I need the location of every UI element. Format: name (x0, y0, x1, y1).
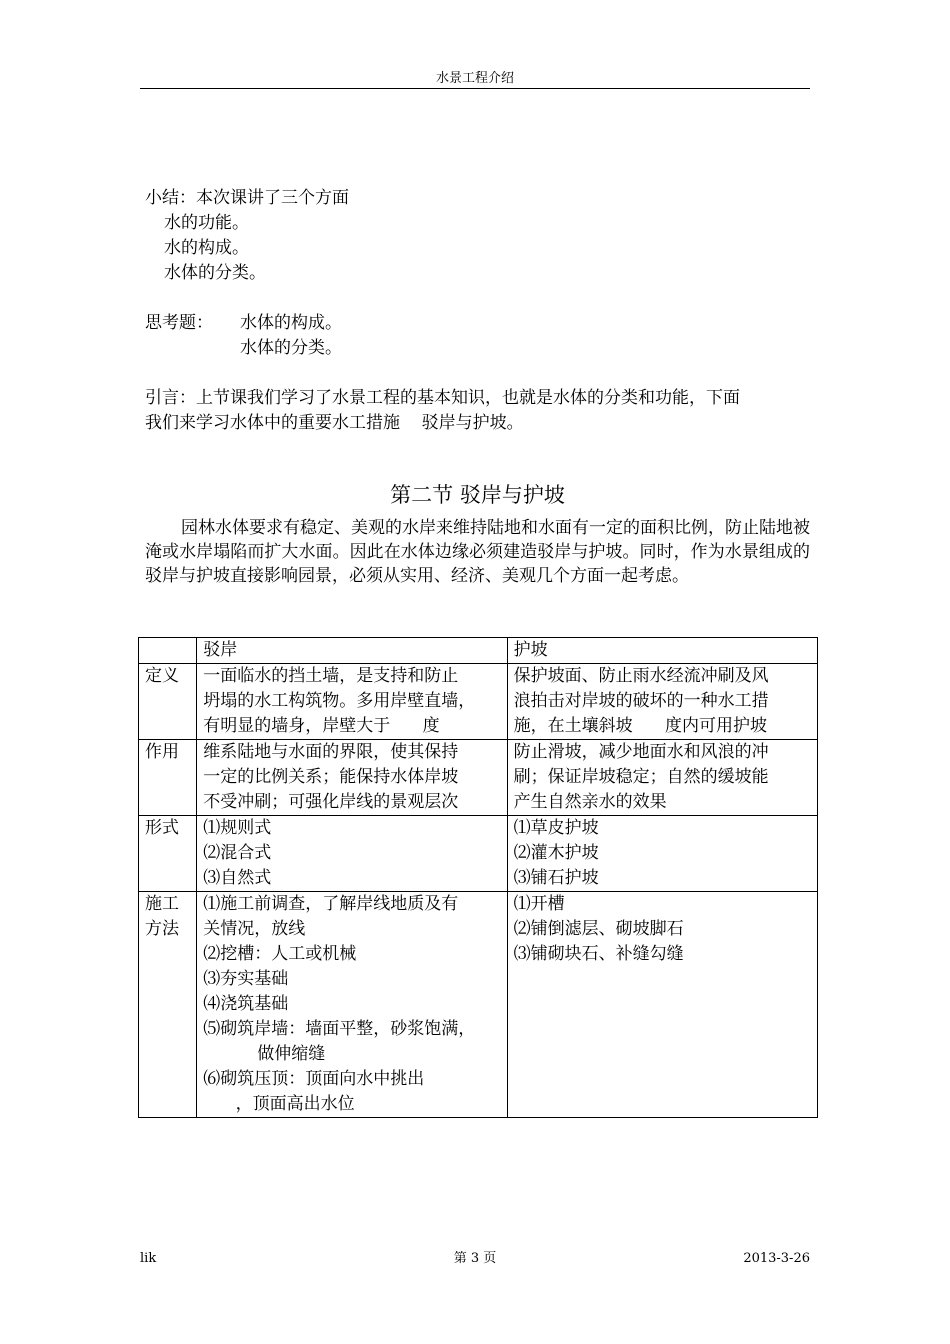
slope-protection-cell (507, 664, 817, 740)
questions-row (145, 311, 810, 336)
questions-label: 思考题： (145, 313, 213, 333)
row-label: 形式 (139, 816, 197, 892)
cell-line: 坍塌的水工构筑物。多用岸壁直墙， (203, 691, 476, 711)
table-row (139, 664, 818, 740)
document-body (145, 186, 810, 588)
slope-protection-cell (507, 816, 817, 892)
cell-line: ⑴规则式 (203, 818, 272, 838)
revetment-cell (197, 664, 507, 740)
lead-paragraph (145, 386, 810, 436)
summary-intro: 小结：本次课讲了三个方面 (145, 188, 349, 208)
row-label: 作用 (139, 740, 197, 816)
cell-line: 有明显的墙身，岸壁大于 度 (203, 716, 440, 736)
cell-line: 做伸缩缝 (203, 1044, 326, 1064)
cell-line: ⑴草皮护坡 (513, 818, 599, 838)
footer-page-number: 第 3 页 (453, 1251, 497, 1266)
table-header-cell: 驳岸 (197, 638, 507, 664)
page-header-title: 水景工程介绍 (435, 71, 514, 86)
questions-item: 水体的构成。 (240, 313, 342, 333)
questions-row (145, 336, 810, 361)
revetment-cell (197, 740, 507, 816)
section-paragraph: 园林水体要求有稳定、美观的水岸来维持陆地和水面有一定的面积比例，防止陆地被淹或水岸塌陷而扩大水面。因此在水体边缘必须建造驳岸与护坡。同时，作为水景组成的驳岸与护坡直接影响园景，必须从实用、经济、美观几个方面一起考虑。 (145, 518, 810, 586)
table-row (139, 816, 818, 892)
cell-line: ⑴开槽 (513, 894, 565, 914)
cell-line: 维系陆地与水面的界限，使其保持 (203, 742, 459, 762)
row-label: 定义 (139, 664, 197, 740)
cell-line: ⑵铺倒滤层、砌坡脚石 (513, 919, 684, 939)
lead-line: 引言：上节课我们学习了水景工程的基本知识，也就是水体的分类和功能，下面 (145, 388, 740, 408)
header-divider (140, 88, 810, 89)
cell-line: ⑴施工前调查，了解岸线地质及有 (203, 894, 459, 914)
cell-line: ⑶自然式 (203, 868, 272, 888)
summary-item: 水的构成。 (164, 238, 249, 258)
cell-line: 刷；保证岸坡稳定；自然的缓坡能 (513, 767, 769, 787)
cell-line: ⑹砌筑压顶：顶面向水中挑出 (203, 1069, 425, 1089)
revetment-cell (197, 892, 507, 1118)
cell-line: ⑶夯实基础 (203, 969, 289, 989)
table-row (139, 740, 818, 816)
footer-author: lik (140, 1251, 157, 1266)
cell-line: 浪拍击对岸坡的破坏的一种水工措 (513, 691, 769, 711)
table-header-cell: 护坡 (507, 638, 817, 664)
cell-line: ⑵混合式 (203, 843, 272, 863)
cell-line: ⑶铺石护坡 (513, 868, 599, 888)
section-title: 第二节 驳岸与护坡 (390, 483, 565, 507)
table-row (139, 892, 818, 1118)
cell-line: 施，在土壤斜坡 度内可用护坡 (513, 716, 768, 736)
cell-line: 保护坡面、防止雨水经流冲刷及风 (513, 666, 769, 686)
slope-protection-cell (507, 740, 817, 816)
cell-line: ⑷浇筑基础 (203, 994, 289, 1014)
summary-item: 水体的分类。 (164, 263, 266, 283)
footer-date: 2013-3-26 (743, 1251, 810, 1266)
cell-line: ⑵灌木护坡 (513, 843, 599, 863)
cell-line: 一面临水的挡土墙，是支持和防止 (203, 666, 459, 686)
cell-line: 关情况，放线 (203, 919, 306, 939)
cell-line: 产生自然亲水的效果 (513, 792, 667, 812)
cell-line: ，顶面高出水位 (203, 1094, 355, 1114)
slope-protection-cell (507, 892, 817, 1118)
revetment-cell (197, 816, 507, 892)
cell-line: 一定的比例关系；能保持水体岸坡 (203, 767, 459, 787)
cell-line: 不受冲刷；可强化岸线的景观层次 (203, 792, 459, 812)
cell-line: 防止滑坡，减少地面水和风浪的冲 (513, 742, 769, 762)
table-header-cell (139, 638, 197, 664)
comparison-table (138, 637, 818, 1118)
summary-item: 水的功能。 (164, 213, 249, 233)
questions-item: 水体的分类。 (240, 338, 342, 358)
row-label: 施工 方法 (139, 892, 197, 1118)
cell-line: ⑸砌筑岸墙：墙面平整，砂浆饱满， (203, 1019, 476, 1039)
cell-line: ⑶铺砌块石、补缝勾缝 (513, 944, 684, 964)
lead-line: 我们来学习水体中的重要水工措施 驳岸与护坡。 (145, 413, 524, 433)
table-header-row (139, 638, 818, 664)
cell-line: ⑵挖槽：人工或机械 (203, 944, 357, 964)
